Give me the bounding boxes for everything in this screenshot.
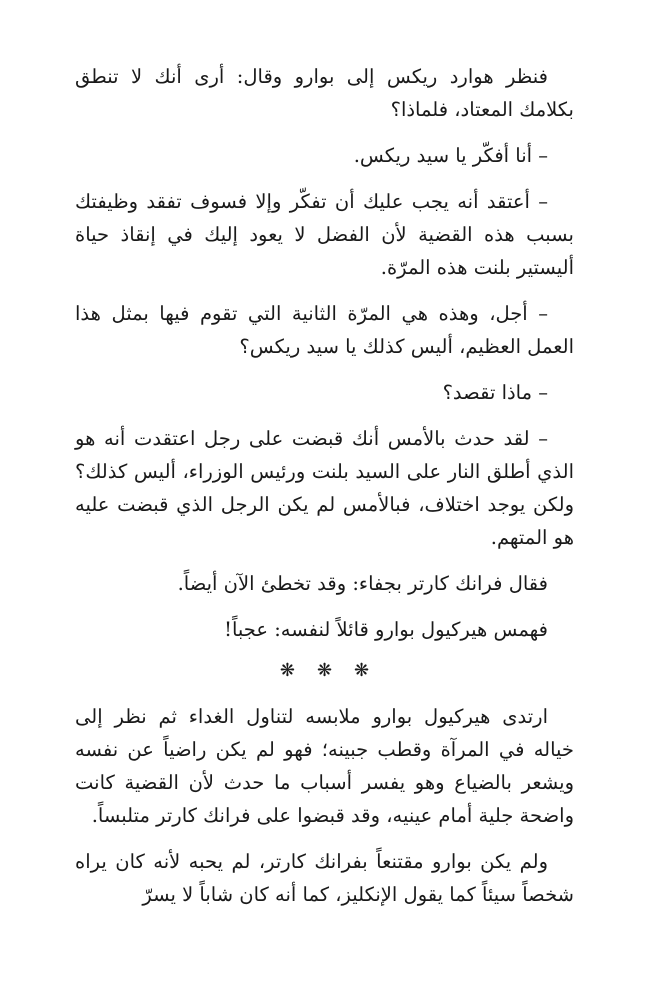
- asterism-star: ❋: [316, 660, 355, 681]
- paragraph: – لقد حدث بالأمس أنك قبضت على رجل اعتقدت أنه هو الذي أطلق النار على السيد بلنت ورئيس الوزراء، أليس كذلك؟ ولكن يوجد اختلاف، فبالأمس لم يكن الرجل الذي قبضت عليه هو المتهم.: [75, 427, 574, 549]
- paragraph: فهمس هيركيول بوارو قائلاً لنفسه: عجباً!: [224, 618, 548, 641]
- asterism-star: ❋: [354, 660, 392, 681]
- paragraph: فقال فرانك كارتر بجفاء: وقد تخطئ الآن أيضاً.: [177, 572, 548, 595]
- paragraph: – ماذا تقصد؟: [442, 381, 548, 404]
- page-text: [75, 60, 574, 924]
- paragraph: ولم يكن بوارو مقتنعاً بفرانك كارتر، لم يحبه لأنه كان يراه شخصاً سيئاً كما يقول الإنكليز، كما أنه كان شاباً لا يسرّ: [75, 850, 574, 906]
- paragraph: – أعتقد أنه يجب عليك أن تفكّر وإلا فسوف تفقد وظيفتك بسبب هذه القضية لأن الفضل لا يعود إليك في إنقاذ حياة أليستير بلنت هذه المرّة.: [75, 190, 574, 279]
- asterism-star: ❋: [279, 660, 317, 681]
- paragraph: ارتدى هيركيول بوارو ملابسه لتناول الغداء ثم نظر إلى خياله في المرآة وقطب جبينه؛ فهو لم يكن راضياً عن نفسه ويشعر بالضياع وهو يفسر أسباب ما حدث لأن القضية كانت واضحة جلية أمام عينيه، وقد قبضوا على فرانك كارتر متلبساً.: [75, 705, 574, 827]
- paragraph: – أجل، وهذه هي المرّة الثانية التي تقوم فيها بمثل هذا العمل العظيم، أليس كذلك يا سيد ريكس؟: [75, 302, 574, 358]
- paragraph: – أنا أفكّر يا سيد ريكس.: [353, 144, 548, 167]
- section-separator: [75, 660, 574, 682]
- paragraph: فنظر هوارد ريكس إلى بوارو وقال: أرى أنك لا تنطق بكلامك المعتاد، فلماذا؟: [75, 65, 574, 121]
